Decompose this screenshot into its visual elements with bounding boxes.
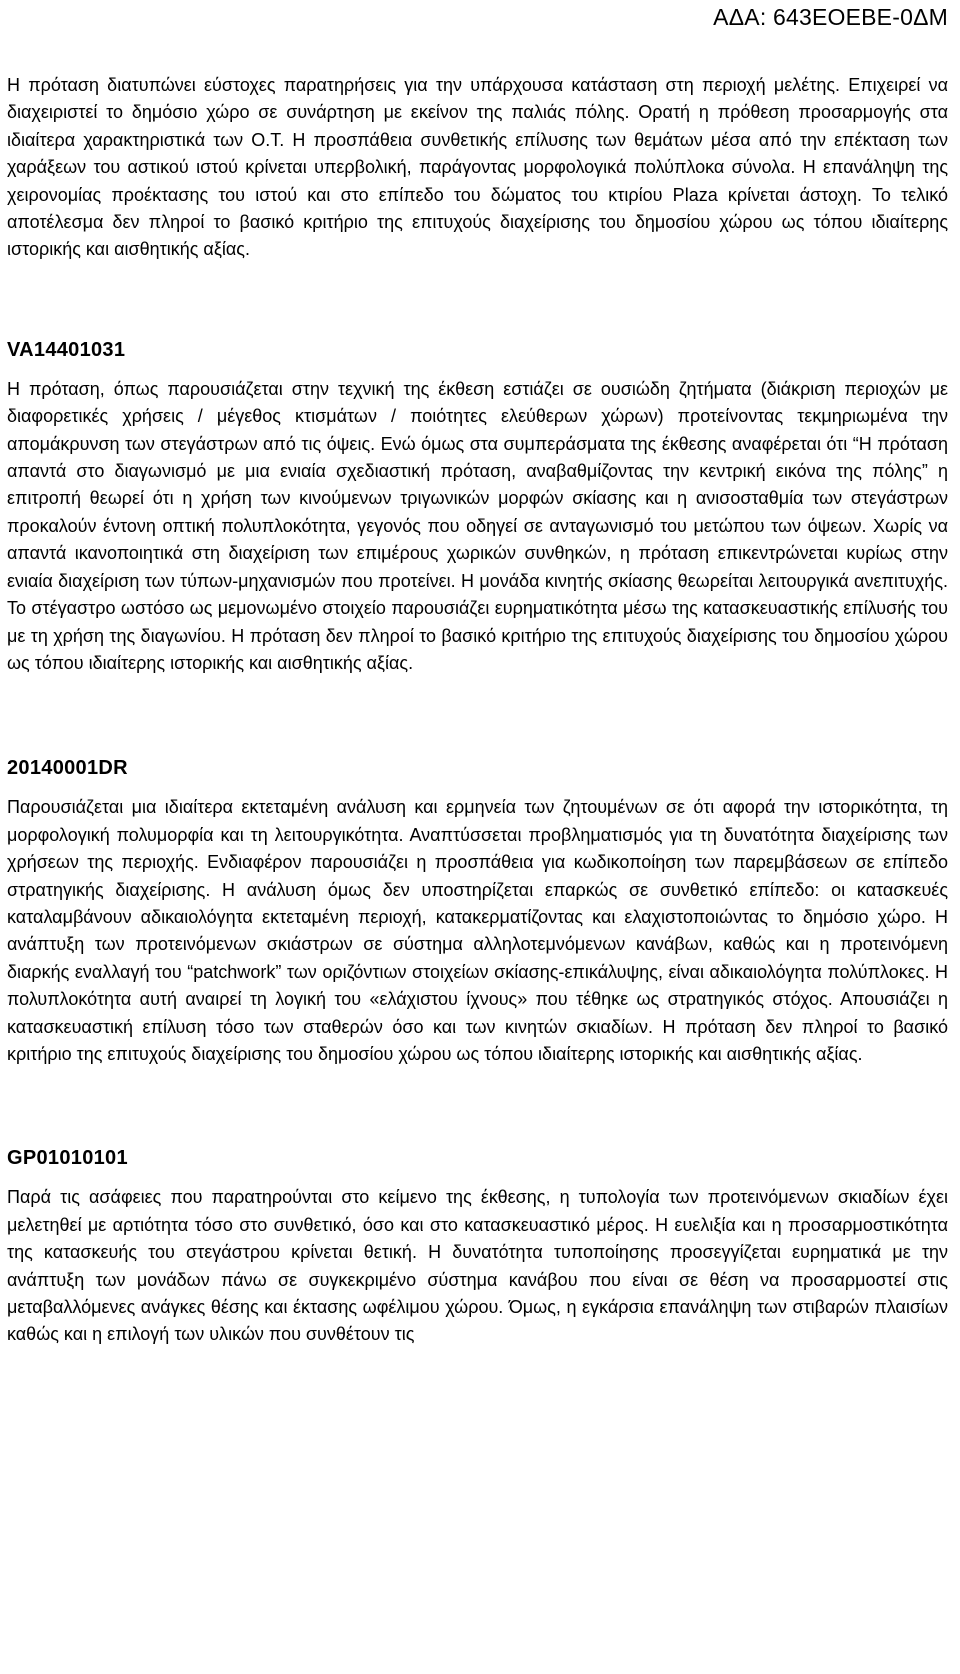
entry-code-heading: GP01010101 — [7, 1147, 128, 1170]
document-ada-code: ΑΔΑ: 643ΕΟΕΒΕ-0ΔΜ — [713, 4, 948, 30]
entry-code-heading: VA14401031 — [7, 338, 126, 361]
entry-evaluation-paragraph: Η πρόταση, όπως παρουσιάζεται στην τεχνική της έκθεση εστιάζει σε ουσιώδη ζητήματα (διάκριση περιοχών με διαφορετικές χρήσεις / μέγεθος κτισμάτων / ποιότητες ελεύθερων χώρων) προτείνοντας τεκμηριωμένα την απομάκρυνση των στεγάστρων από τις όψεις. Ενώ όμως στα συμπεράσματα της έκθεσης αναφέρεται ότι “Η πρόταση απαντά στο διαγωνισμό με μια ενιαία σχεδιαστική πρόταση, αναβαθμίζοντας την κεντρική εικόνα της πόλης” η επιτροπή θεωρεί ότι η χρήση των κινούμενων τριγωνικών μορφών σκίασης και η ανισοσταθμία των στεγάστρων προκαλούν έντονη οπτική πολυπλοκότητα, γεγονός που οδηγεί σε ανταγωνισμό του μετώπου των όψεων. Χωρίς να απαντά ικανοποιητικά στη διαχείριση των επιμέρους χωρικών συνθηκών, η πρόταση επικεντρώνεται κυρίως στην ενιαία διαχείριση των τύπων-μηχανισμών που προτείνει. Η μονάδα κινητής σκίασης θεωρείται λειτουργικά ανεπιτυχής. Το στέγαστρο ωστόσο ως μεμονωμένο στοιχείο παρουσιάζει ευρηματικότητα μέσω της κατασκευαστικής επίλυσής του με τη χρήση της διαγωνίου. Η πρόταση δεν πληροί το βασικό κριτήριο της επιτυχούς διαχείρισης του δημοσίου χώρου ως τόπου ιδιαίτερης ιστορικής και αισθητικής αξίας. — [7, 378, 948, 673]
entry-evaluation-paragraph: Παρά τις ασάφειες που παρατηρούνται στο κείμενο της έκθεσης, η τυπολογία των προτεινόμενων σκιαδίων έχει μελετηθεί με αρτιότητα τόσο στο συνθετικό, όσο και στο κατασκευαστικό μέρος. Η ευελιξία και η προσαρμοστικότητα της κατασκευής του στεγάστρου κρίνεται θετική. Η δυνατότητα τυποποίησης προσεγγίζεται ευρηματικά με την ανάπτυξη των μονάδων πάνω σε συγκεκριμένο σύστημα κανάβου που είναι σε θέση να προσαρμοστεί στις μεταβαλλόμενες ανάγκες θέσης και έκτασης ωφέλιμου χώρου. Όμως, η εγκάρσια επανάληψη των στιβαρών πλαισίων καθώς και η επιλογή των υλικών που συνθέτουν τις — [7, 1187, 948, 1345]
entry-evaluation-paragraph: Παρουσιάζεται μια ιδιαίτερα εκτεταμένη ανάλυση και ερμηνεία των ζητουμένων σε ότι αφορά την ιστορικότητα, τη μορφολογική πολυμορφία και τη λειτουργικότητα. Αναπτύσσεται προβληματισμός για τη δυνατότητα διαχείρισης των χρήσεων της περιοχής. Ενδιαφέρον παρουσιάζει η προσπάθεια για κωδικοποίηση των παρεμβάσεων σε επίπεδο στρατηγικής διαχείρισης. Η ανάλυση όμως δεν υποστηρίζεται επαρκώς σε συνθετικό επίπεδο: οι κατασκευές καταλαμβάνουν αδικαιολόγητα εκτεταμένη περιοχή, κατακερματίζοντας και ελαχιστοποιώντας το δημόσιο χώρο. Η ανάπτυξη των προτεινόμενων σκιάστρων σε σύστημα αλληλοτεμνόμενων κανάβων, καθώς και η προτεινόμενη διαρκής εναλλαγή του “patchwork” των οριζόντιων στοιχείων σκίασης-επικάλυψης, είναι αδικαιολόγητα πολύπλοκες. Η πολυπλοκότητα αυτή αναιρεί τη λογική του «ελάχιστου ίχνους» που τέθηκε ως στρατηγικός στόχος. Απουσιάζει η κατασκευαστική επίλυση τόσο των σταθερών όσο και των κινητών σκιαδίων. Η πρόταση δεν πληροί το βασικό κριτήριο της επιτυχούς διαχείρισης του δημοσίου χώρου ως τόπου ιδιαίτερης ιστορικής και αισθητικής αξίας. — [7, 797, 948, 1064]
entry-code-heading: 20140001DR — [7, 757, 128, 780]
intro-paragraph: Η πρόταση διατυπώνει εύστοχες παρατηρήσεις για την υπάρχουσα κατάσταση στη περιοχή μελέτης. Επιχειρεί να διαχειριστεί το δημόσιο χώρο σε συνάρτηση με εκείνον της παλιάς πόλης. Ορατή η πρόθεση προσαρμογής στα ιδιαίτερα χαρακτηριστικά των Ο.Τ. Η προσπάθεια συνθετικής επίλυσης των θεμάτων μέσα από την επέκταση των χαράξεων του αστικού ιστού κρίνεται υπερβολική, παράγοντας μορφολογικά πολύπλοκα σύνολα. Η επανάληψη της χειρονομίας προέκτασης του ιστού και στο επίπεδο του δώματος του κτιρίου Plaza κρίνεται άστοχη. Το τελικό αποτέλεσμα δεν πληροί το βασικό κριτήριο της επιτυχούς διαχείρισης του δημοσίου χώρου ως τόπου ιδιαίτερης ιστορικής και αισθητικής αξίας. — [7, 75, 948, 260]
document-body — [7, 72, 948, 1349]
